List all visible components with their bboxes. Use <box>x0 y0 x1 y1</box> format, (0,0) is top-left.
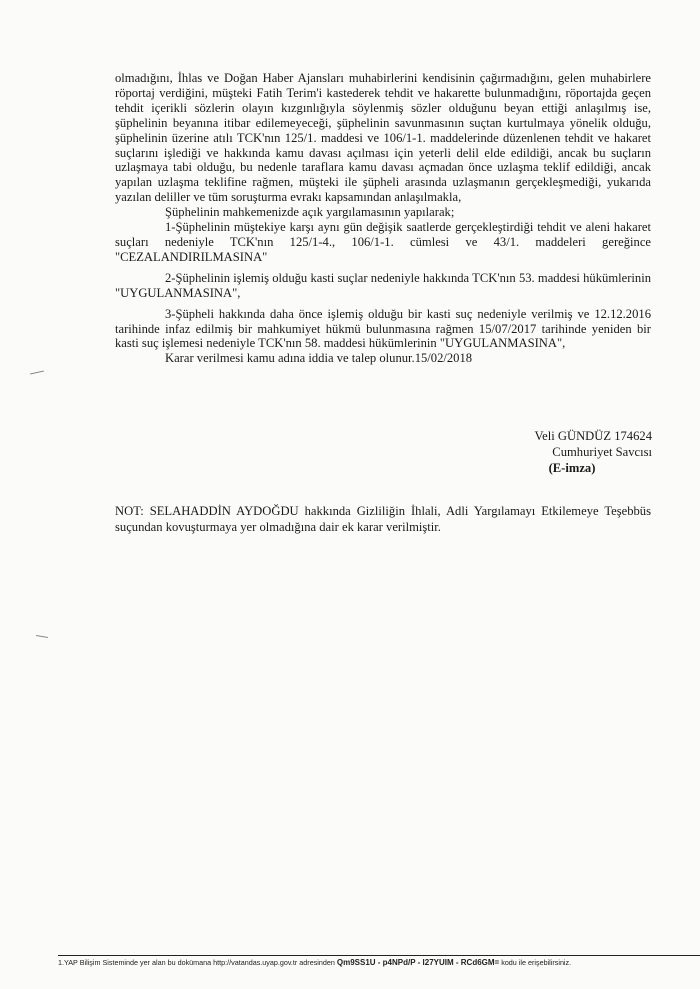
footer-prefix: 1.YAP Bilişim Sisteminde yer alan bu dokümana http://vatandas.uyap.gov.tr adresinden <box>58 958 335 967</box>
signature-block <box>452 428 652 476</box>
scan-mark <box>36 635 48 638</box>
note-paragraph: NOT: SELAHADDİN AYDOĞDU hakkında Gizliliğin İhlali, Adli Yargılamayı Etkilemeye Teşebbüs suçundan kovuşturmaya yer olmadığına dair ek karar verilmiştir. <box>115 504 651 534</box>
footer-access-code: Qm9SS1U - p4NPd/P - I27YUIM - RCd6GM= <box>336 958 500 967</box>
prosecutor-name: Veli GÜNDÜZ 174624 <box>534 429 652 443</box>
paragraph-closing: Karar verilmesi kamu adına iddia ve talep olunur.15/02/2018 <box>165 351 473 366</box>
scan-mark <box>30 371 44 375</box>
paragraph-request-2: 2-Şüphelinin işlemiş olduğu kasti suçlar nedeniyle hakkında TCK'nın 53. maddesi hükümlerinin "UYGULANMASINA", <box>115 270 651 300</box>
e-signature-label: (E-imza) <box>548 461 596 475</box>
paragraph-findings: olmadığını, İhlas ve Doğan Haber Ajansları muhabirlerini kendisinin çağırmadığını, gelen muhabirlere röportaj verdiğini, müşteki Fatih Terim'i kastederek tehdit ve hakarette bulunmadığını, röportajda geçen tehdit içerikli sözlerin olayın kızgınlığıyla söylenmiş sözler olduğunu beyan ettiği anlaşılmış ise, şüphelinin beyanına itibar edilemeyeceği, şüphelinin savunmasının suçtan kurtulmaya yönelik olduğu, şüphelinin üzerine atılı TCK'nın 125/1. maddesi ve 106/1-1. maddelerinde düzenlenen tehdit ve hakaret suçlarını işlediği ve hakkında kamu davası açılması için yeterli delil elde edildiği, ancak bu suçların uzlaşmaya tabi olduğu, bu nedenle taraflara kamu davası açmadan önce uzlaşma teklif edildiği, ancak yapılan uzlaşma teklifine rağmen, müşteki ile şüpheli arasında uzlaşmanın gerçekleşmediği, yukarıda yazılan deliller ve tüm soruşturma evrakı kapsamından anlaşılmakla, <box>115 71 651 205</box>
prosecutor-title: Cumhuriyet Savcısı <box>552 445 652 459</box>
paragraph-request-3: 3-Şüpheli hakkında daha önce işlemiş olduğu bir kasti suç nedeniyle verilmiş ve 12.12.2016 tarihinde infaz edilmiş bir mahkumiyet hükmü bulunmasına rağmen 15/07/2017 tarihinde yeniden bir kasti suç işlemesi nedeniyle TCK'nın 58. maddesi hükümlerinin "UYGULANMASINA", <box>115 306 651 351</box>
document-body <box>115 71 651 366</box>
paragraph-request-1: 1-Şüphelinin müştekiye karşı aynı gün değişik saatlerde gerçekleştirdiği tehdit ve aleni hakaret suçları nedeniyle TCK'nın 125/1-4., 106/1-1. cümlesi ve 43/1. maddeleri gereğince "CEZALANDIRILMASINA" <box>115 220 651 264</box>
footer-suffix: kodu ile erişebilirsiniz. <box>501 958 572 967</box>
paragraph-request-intro: Şüphelinin mahkemenizde açık yargılamasının yapılarak; <box>165 205 455 220</box>
uyap-footer <box>58 958 698 967</box>
footer-divider <box>58 955 700 956</box>
